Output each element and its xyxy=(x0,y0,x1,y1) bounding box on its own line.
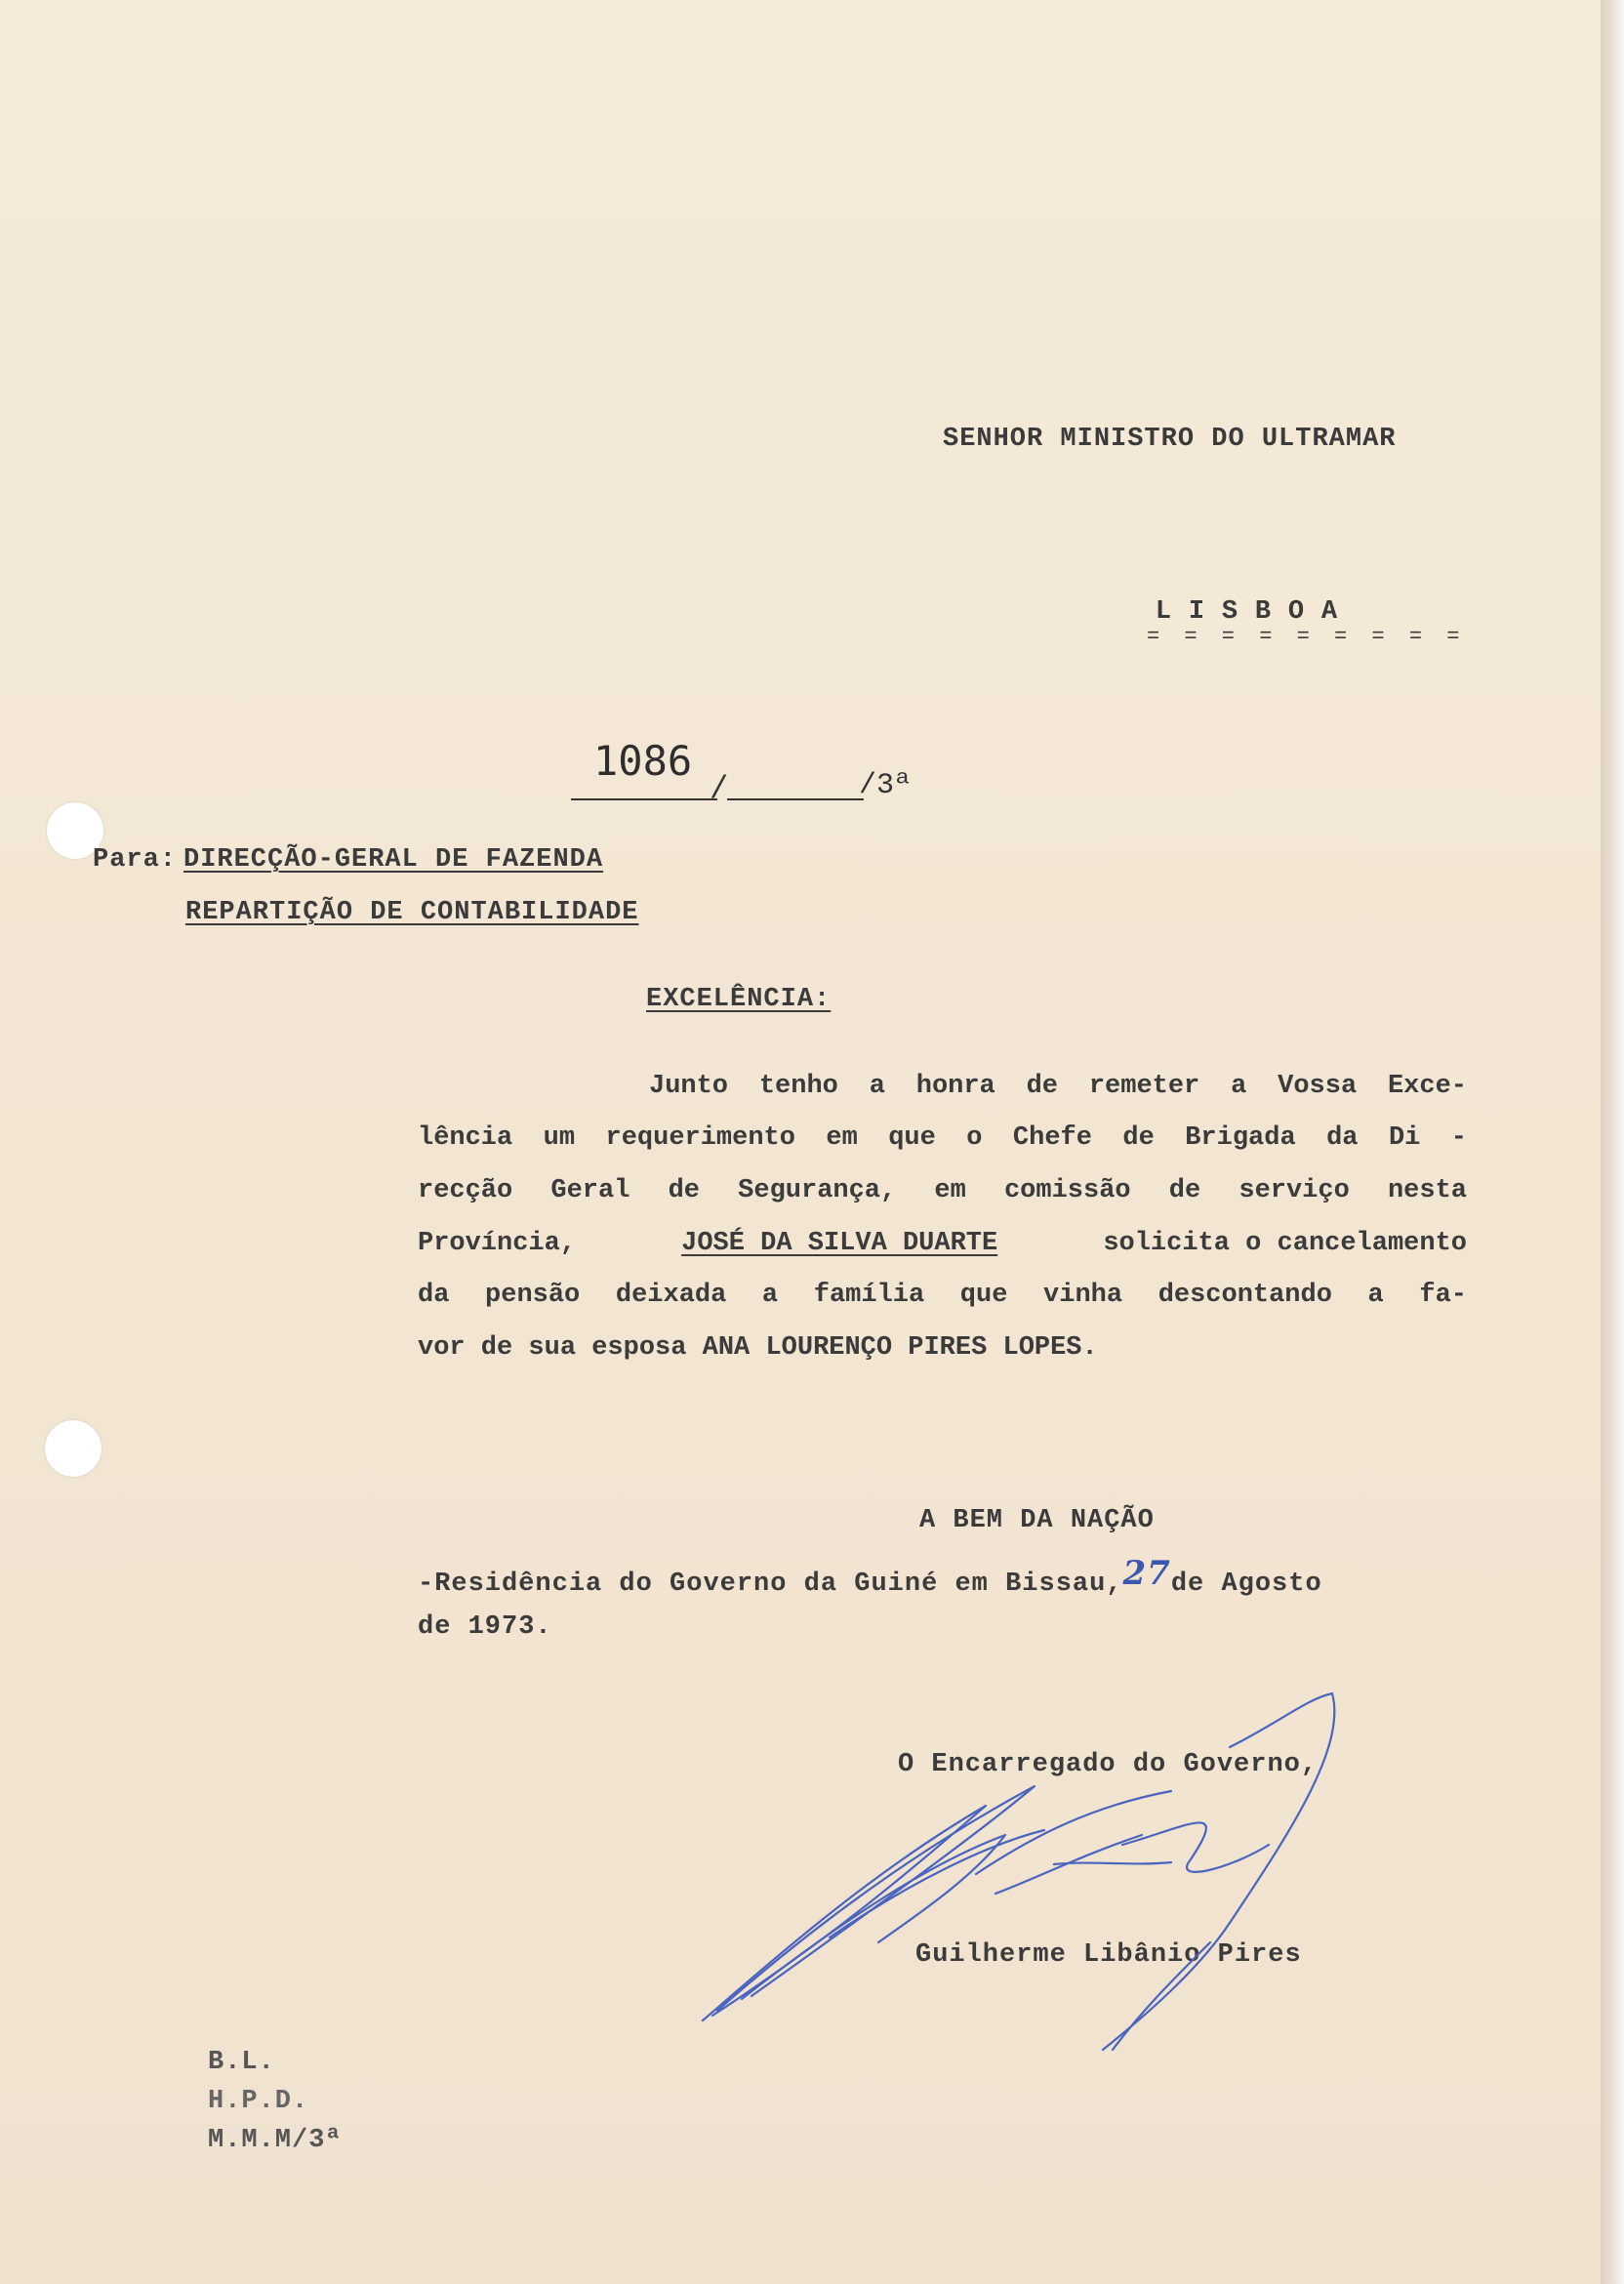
body-text: solicita o cancelamento xyxy=(1103,1229,1467,1258)
body-line xyxy=(418,1281,1467,1310)
reference-line xyxy=(727,798,864,800)
salutation: EXCELÊNCIA: xyxy=(646,985,832,1014)
person-name: JOSÉ DA SILVA DUARTE xyxy=(681,1229,998,1258)
city-letter: B xyxy=(1254,597,1272,627)
closing-motto: A BEM DA NAÇÃO xyxy=(919,1506,1155,1535)
page-edge xyxy=(1601,0,1624,2284)
signer-name: Guilherme Libânio Pires xyxy=(915,1940,1302,1970)
closing-place-text: -Residência do Governo da Guiné em Bissau, xyxy=(418,1570,1123,1599)
initials-line: H.P.D. xyxy=(208,2087,309,2116)
body-line xyxy=(418,1176,1467,1205)
punch-hole-bottom xyxy=(45,1420,102,1477)
initials-line: M.M.M/3ª xyxy=(208,2126,343,2155)
body-text: vor de sua esposa ANA LOURENÇO PIRES LOPES. xyxy=(418,1333,1098,1363)
city-letter: L xyxy=(1155,597,1172,627)
closing-month: de Agosto xyxy=(1170,1570,1322,1599)
body-text: recção Geral de Segurança, em comissão de serviço nesta xyxy=(418,1176,1467,1205)
body-text: Junto tenho a honra de remeter a Vossa Exce- xyxy=(649,1072,1467,1101)
city-underline: = = = = = = = = = xyxy=(1147,625,1466,649)
city-letter: S xyxy=(1221,597,1238,627)
body-line xyxy=(418,1123,1467,1153)
closing-year: de 1973. xyxy=(418,1612,552,1642)
reference-number: 1086 xyxy=(593,737,693,785)
handwritten-signature-icon xyxy=(683,1689,1444,2099)
para-section: REPARTIÇÃO DE CONTABILIDADE xyxy=(185,898,639,927)
body-text: Província, xyxy=(418,1229,577,1258)
reference-line xyxy=(571,798,717,800)
recipient-title: SENHOR MINISTRO DO ULTRAMAR xyxy=(943,425,1397,454)
para-department: DIRECÇÃO-GERAL DE FAZENDA xyxy=(183,845,604,875)
body-line xyxy=(418,1333,1467,1363)
para-label: Para: xyxy=(93,845,178,875)
initials-line: B.L. xyxy=(208,2048,275,2077)
body-line xyxy=(418,1229,1467,1258)
body-line xyxy=(649,1072,1467,1101)
reference-suffix: /3ª xyxy=(859,769,913,802)
city-letter: I xyxy=(1188,597,1205,627)
reference-separator: / xyxy=(710,771,729,807)
signature-role: O Encarregado do Governo, xyxy=(898,1750,1319,1779)
recipient-city xyxy=(1147,597,1346,627)
closing-place xyxy=(418,1554,1322,1599)
handwritten-day: 27 xyxy=(1122,1554,1171,1593)
body-text: da pensão deixada a família que vinha descontando a fa- xyxy=(418,1281,1467,1310)
city-letter: O xyxy=(1287,597,1305,627)
body-text: lência um requerimento em que o Chefe de Brigada da Di - xyxy=(418,1123,1467,1153)
city-letter: A xyxy=(1320,597,1338,627)
